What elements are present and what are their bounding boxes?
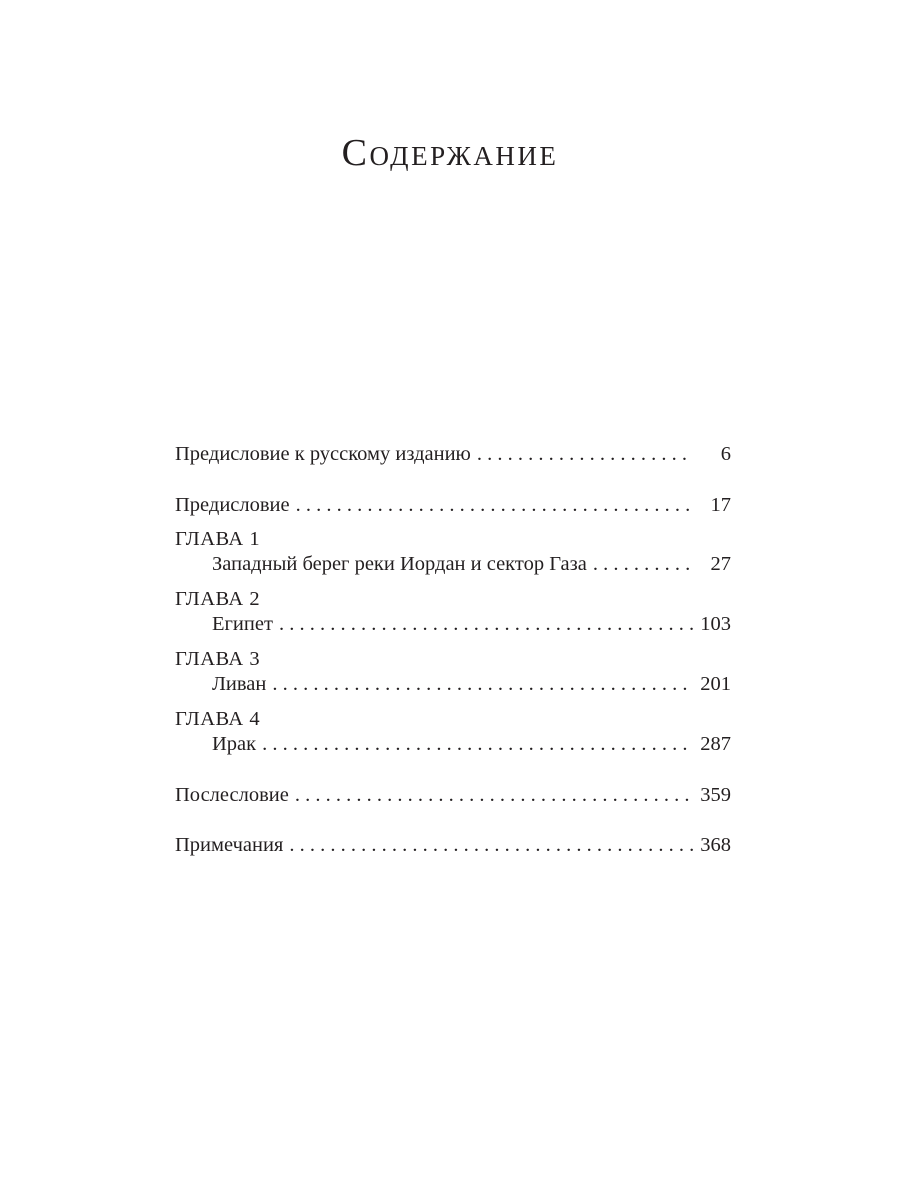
- chapter-heading: ГЛАВА 4: [175, 708, 261, 730]
- toc-entry-label: Примечания: [175, 834, 284, 856]
- dot-leader: [279, 611, 693, 637]
- toc-entry-label: Послесловие: [175, 784, 289, 806]
- toc-page-number: 201: [700, 673, 731, 695]
- toc-page-number: 17: [710, 494, 731, 516]
- toc-page-number: 6: [720, 443, 731, 465]
- chapter-heading: ГЛАВА 2: [175, 588, 261, 610]
- dot-leader: [262, 731, 693, 757]
- toc-entry-afterword[interactable]: [175, 782, 731, 808]
- toc-page-number: 359: [700, 784, 731, 806]
- toc-entry-label: Ливан: [212, 673, 267, 695]
- toc-entry-chapter-2[interactable]: [212, 611, 731, 637]
- toc-entry-chapter-1[interactable]: [212, 551, 731, 577]
- toc-entry-label: Предисловие: [175, 494, 290, 516]
- dot-leader: [295, 782, 693, 808]
- toc-entry-label: Ирак: [212, 733, 257, 755]
- toc-page-number: 27: [710, 553, 731, 575]
- toc-entry-preface-ru[interactable]: [175, 441, 731, 467]
- dot-leader: [289, 832, 693, 858]
- dot-leader: [593, 551, 693, 577]
- toc-page-number: 287: [700, 733, 731, 755]
- dot-leader: [296, 492, 693, 518]
- toc-entry-notes[interactable]: [175, 832, 731, 858]
- chapter-heading: ГЛАВА 3: [175, 648, 261, 670]
- dot-leader: [272, 671, 693, 697]
- toc-entry-chapter-3[interactable]: [212, 671, 731, 697]
- chapter-heading: ГЛАВА 1: [175, 528, 261, 550]
- page-title: Содержание: [341, 132, 559, 174]
- toc-entry-label: Западный берег реки Иордан и сектор Газа: [212, 553, 587, 575]
- toc-page-number: 368: [700, 834, 731, 856]
- toc-page-number: 103: [700, 613, 731, 635]
- toc-entry-preface[interactable]: [175, 492, 731, 518]
- dot-leader: [477, 441, 693, 467]
- toc-entry-label: Предисловие к русскому изданию: [175, 443, 471, 465]
- toc-entry-label: Египет: [212, 613, 273, 635]
- toc-entry-chapter-4[interactable]: [212, 731, 731, 757]
